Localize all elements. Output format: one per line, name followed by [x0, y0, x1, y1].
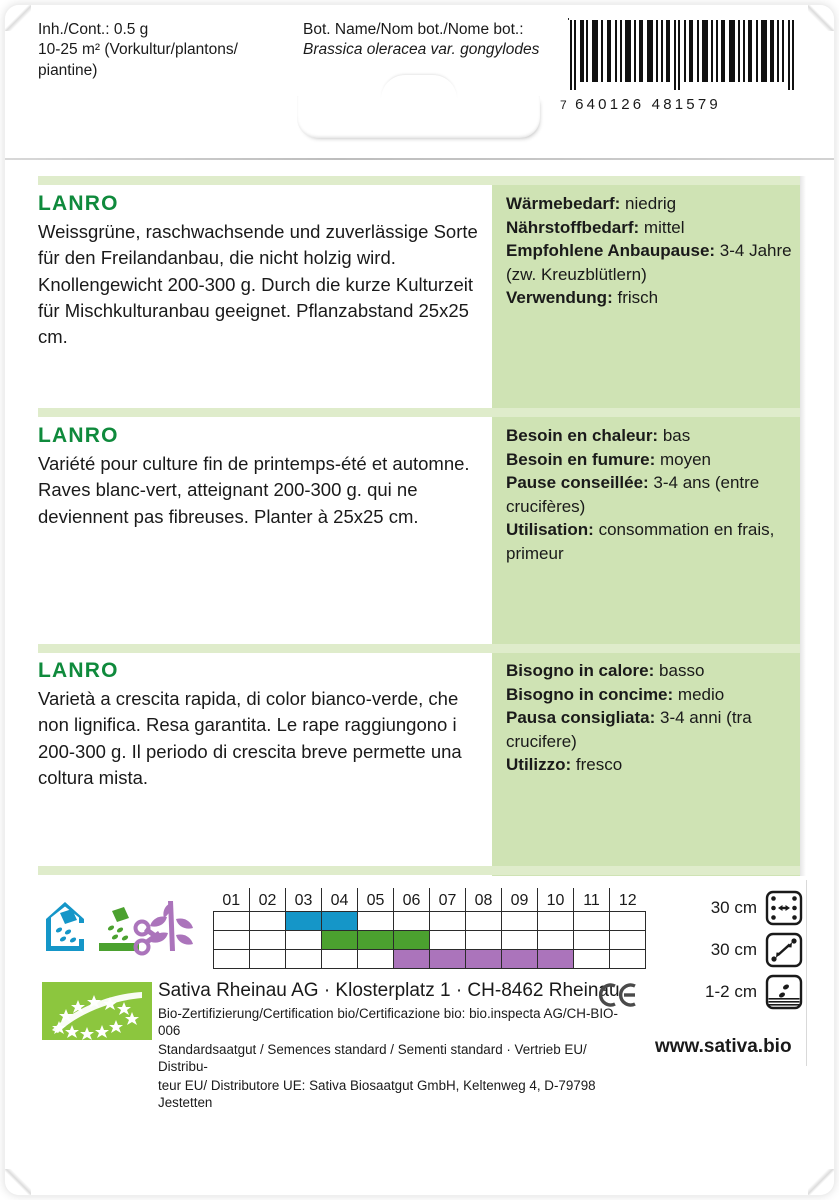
calendar-cell — [466, 931, 502, 950]
separator-bar-bottom — [38, 866, 800, 875]
plant-spacing-icon — [765, 932, 803, 968]
info-value: frisch — [617, 288, 659, 308]
calendar-cell — [502, 912, 538, 931]
info-label: Pausa consigliata: — [506, 708, 656, 728]
calendar-cell — [214, 931, 250, 950]
calendar-table — [213, 888, 646, 969]
calendar-cell — [394, 950, 430, 969]
direct-sowing-icon — [99, 907, 139, 951]
calendar-cell — [430, 912, 466, 931]
info-value: consommation en frais, primeur — [506, 520, 775, 563]
calendar-cell — [574, 950, 610, 969]
calendar-cell — [250, 931, 286, 950]
separator-bar-fr-it — [38, 644, 800, 653]
info-label: Bisogno in calore: — [506, 661, 655, 680]
barcode-image — [564, 20, 809, 90]
info-value: 3-4 ans (entre crucifères) — [506, 473, 760, 516]
info-value: fresco — [575, 755, 623, 775]
info-row — [506, 518, 792, 565]
botanical-name-value: Brassica oleracea var. gongylodes — [303, 41, 540, 59]
info-row — [506, 659, 792, 683]
calendar-row-presowing — [214, 912, 646, 931]
variety-name-de: LANRO — [38, 192, 119, 215]
content-info — [38, 20, 293, 81]
variety-name-fr: LANRO — [38, 424, 119, 447]
info-panel-shadow — [800, 176, 806, 876]
sowing-depth-row — [663, 974, 803, 1010]
calendar-cell — [610, 931, 646, 950]
calendar-cell — [466, 912, 502, 931]
calendar-cell — [538, 912, 574, 931]
language-block-fr — [38, 424, 478, 530]
calendar-month-10: 10 — [538, 888, 574, 912]
info-label: Utilisation: — [506, 520, 594, 540]
bottom-right-rule — [806, 880, 807, 1066]
pictogram-group — [42, 893, 204, 959]
info-value: 3-4 Jahre (zw. Kreuzblütlern) — [506, 241, 792, 284]
info-label: Pause conseillée: — [506, 473, 649, 493]
barcode-lead-digit: 7 — [560, 98, 568, 112]
calendar-month-09: 09 — [502, 888, 538, 912]
calendar-cell — [574, 931, 610, 950]
spacing-group — [663, 890, 803, 1016]
calendar-cell — [214, 950, 250, 969]
botanical-name-block — [303, 20, 565, 61]
row-spacing-row — [663, 890, 803, 926]
info-row — [506, 239, 792, 286]
calendar-cell — [574, 912, 610, 931]
info-list-de — [506, 192, 792, 310]
info-value: mittel — [643, 217, 685, 237]
info-label: Empfohlene Anbaupause: — [506, 241, 716, 261]
info-label: Verwendung: — [506, 288, 613, 308]
barcode-digits: 640126 481579 — [575, 96, 721, 113]
calendar-month-12: 12 — [610, 888, 646, 912]
certification-line: Bio-Zertifizierung/Certification bio/Certificazione bio: bio.inspecta AG/CH-BIO-006 — [158, 1005, 618, 1038]
calendar-cell — [286, 912, 322, 931]
info-label: Wärmebedarf: — [506, 194, 621, 213]
euro-hang-hole — [297, 96, 540, 138]
sowing-calendar — [213, 888, 646, 969]
company-address — [158, 980, 628, 1111]
description-de: Weissgrüne, raschwachsende und zuverlässige Sorte für den Freilandanbau, die nicht holzig wird. Knollengewicht 200-300 g. Durch die kurze Kulturzeit für Mischkulturanbau geeignet. Pflanzabstand 25x25 cm. — [38, 221, 478, 348]
calendar-month-04: 04 — [322, 888, 358, 912]
calendar-row-sowing — [214, 931, 646, 950]
row-spacing-label: 30 cm — [710, 898, 757, 917]
ce-mark — [598, 980, 638, 1017]
content-weight: Inh./Cont.: 0.5 g — [38, 21, 149, 38]
calendar-cell — [250, 950, 286, 969]
calendar-cell — [322, 950, 358, 969]
info-row — [506, 683, 792, 707]
botanical-name-label: Bot. Name/Nom bot./Nome bot.: — [303, 21, 524, 38]
sowing-depth-label: 1-2 cm — [705, 982, 757, 1001]
calendar-cell — [610, 912, 646, 931]
calendar-month-08: 08 — [466, 888, 502, 912]
info-row — [506, 286, 792, 310]
calendar-cell — [610, 950, 646, 969]
calendar-cell — [358, 950, 394, 969]
language-block-it — [38, 659, 478, 791]
description-fr: Variété pour culture fin de printemps-été et automne. Raves blanc-vert, atteignant 200-300 g. qui ne deviennent pas fibreuses. Planter à 25x25 cm. — [38, 453, 470, 527]
plant-spacing-row — [663, 932, 803, 968]
calendar-cell — [538, 931, 574, 950]
header-bottom-rule — [5, 158, 834, 160]
info-value: medio — [677, 684, 725, 704]
calendar-cell — [502, 931, 538, 950]
row-spacing-icon — [765, 890, 803, 926]
calendar-cell — [250, 912, 286, 931]
calendar-month-05: 05 — [358, 888, 394, 912]
calendar-cell — [322, 912, 358, 931]
language-block-de — [38, 192, 478, 350]
calendar-cell — [430, 950, 466, 969]
distributor-line: teur EU/ Distributore UE: Sativa Biosaatgut GmbH, Keltenweg 4, D-79798 Jestetten — [158, 1077, 596, 1110]
calendar-cell — [502, 950, 538, 969]
corner-fold-bottom-left — [5, 1169, 31, 1195]
info-value: niedrig — [625, 194, 677, 213]
standard-seed-line: Standardsaatgut / Semences standard / Sementi standard · Vertrieb EU/ Distribu- — [158, 1041, 587, 1074]
calendar-month-01: 01 — [214, 888, 250, 912]
calendar-cell — [322, 931, 358, 950]
calendar-cell — [466, 950, 502, 969]
info-label: Besoin en chaleur: — [506, 426, 659, 445]
packet-header — [0, 0, 839, 162]
eu-organic-logo — [42, 982, 152, 1040]
calendar-cell — [538, 950, 574, 969]
website-link[interactable]: www.sativa.bio — [655, 1036, 792, 1057]
info-label: Utilizzo: — [506, 755, 572, 775]
calendar-month-06: 06 — [394, 888, 430, 912]
calendar-cell — [286, 950, 322, 969]
info-value: basso — [659, 661, 705, 680]
info-row — [506, 192, 792, 216]
calendar-cell — [214, 912, 250, 931]
calendar-cell — [358, 912, 394, 931]
barcode-block — [556, 20, 812, 113]
calendar-month-11: 11 — [574, 888, 610, 912]
company-line: Sativa Rheinau AG · Klosterplatz 1 · CH-8462 Rheinau — [158, 980, 620, 1001]
info-row — [506, 448, 792, 472]
info-list-fr — [506, 424, 792, 565]
info-value: 3-4 anni (tra crucifere) — [506, 708, 752, 751]
info-row — [506, 471, 792, 518]
calendar-cell — [394, 931, 430, 950]
sowing-depth-icon — [765, 974, 803, 1010]
calendar-month-03: 03 — [286, 888, 322, 912]
greenhouse-sowing-icon — [46, 902, 84, 951]
calendar-row-harvest — [214, 950, 646, 969]
content-area-cont: piantine) — [38, 61, 98, 79]
calendar-month-07: 07 — [430, 888, 466, 912]
calendar-cell — [430, 931, 466, 950]
info-row — [506, 753, 792, 777]
info-value: bas — [662, 426, 691, 445]
info-row — [506, 706, 792, 753]
separator-bar-de-fr — [38, 408, 800, 417]
calendar-header-row — [214, 888, 646, 912]
description-it: Varietà a crescita rapida, di color bianco-verde, che non lignifica. Resa garantita. Le rape raggiungono i 200-300 g. Il periodo di crescita breve permette una coltura mista. — [38, 688, 462, 788]
info-row — [506, 216, 792, 240]
variety-name-it: LANRO — [38, 659, 119, 682]
plant-spacing-label: 30 cm — [710, 940, 757, 959]
separator-bar-top — [38, 176, 800, 185]
info-label: Bisogno in concime: — [506, 684, 674, 704]
calendar-cell — [358, 931, 394, 950]
info-row — [506, 424, 792, 448]
calendar-cell — [394, 912, 430, 931]
harvest-scissors-icon — [136, 901, 194, 954]
corner-fold-bottom-right — [808, 1169, 834, 1195]
barcode-number — [556, 96, 812, 113]
info-label: Besoin en fumure: — [506, 449, 656, 469]
calendar-cell — [286, 931, 322, 950]
content-area: 10-25 m² (Vorkultur/plantons/ — [38, 41, 238, 59]
info-label: Nährstoffbedarf: — [506, 217, 640, 237]
info-value: moyen — [659, 449, 712, 469]
info-list-it — [506, 659, 792, 777]
calendar-month-02: 02 — [250, 888, 286, 912]
